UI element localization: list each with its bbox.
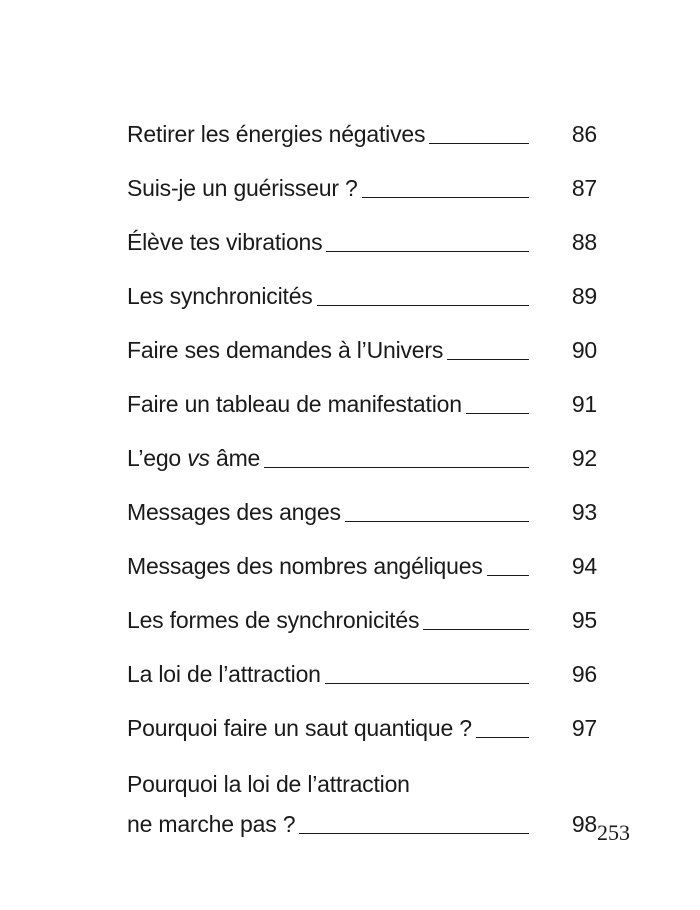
toc-entry bbox=[127, 311, 597, 365]
dot-leader bbox=[326, 251, 529, 252]
entry-title bbox=[127, 445, 260, 473]
dot-leader bbox=[362, 197, 529, 198]
page-number: 95 bbox=[571, 607, 597, 633]
entry-title: Retirer les énergies négatives bbox=[127, 121, 426, 147]
page-number: 92 bbox=[571, 445, 597, 471]
toc-entry bbox=[127, 527, 597, 581]
dot-leader bbox=[345, 521, 529, 522]
entry-title: Messages des nombres angéliques bbox=[127, 553, 483, 579]
page-number: 91 bbox=[571, 391, 597, 417]
entry-title-italic: vs bbox=[187, 445, 210, 471]
page-number: 86 bbox=[571, 121, 597, 147]
entry-title-part: âme bbox=[209, 445, 261, 471]
page-number: 96 bbox=[571, 661, 597, 687]
dot-leader bbox=[264, 467, 529, 468]
entry-line bbox=[127, 743, 597, 799]
page-number: 98 bbox=[571, 811, 597, 837]
entry-title: Faire ses demandes à l’Univers bbox=[127, 337, 444, 363]
dot-leader bbox=[476, 737, 529, 738]
page-number: 93 bbox=[571, 499, 597, 525]
toc-entry bbox=[127, 635, 597, 689]
page-number: 89 bbox=[571, 283, 597, 309]
toc-entry bbox=[127, 581, 597, 635]
table-of-contents bbox=[127, 95, 597, 839]
entry-title: Suis-je un guérisseur ? bbox=[127, 175, 358, 201]
page-number: 90 bbox=[571, 337, 597, 363]
page-number: 87 bbox=[571, 175, 597, 201]
toc-entry bbox=[127, 743, 597, 839]
entry-title: Messages des anges bbox=[127, 499, 341, 525]
dot-leader bbox=[429, 143, 529, 144]
page-number: 88 bbox=[571, 229, 597, 255]
toc-entry bbox=[127, 203, 597, 257]
toc-entry bbox=[127, 149, 597, 203]
dot-leader bbox=[447, 359, 529, 360]
entry-title: Pourquoi faire un saut quantique ? bbox=[127, 715, 472, 741]
page-number: 94 bbox=[571, 553, 597, 579]
dot-leader bbox=[317, 305, 529, 306]
entry-line bbox=[127, 799, 597, 839]
toc-entry bbox=[127, 95, 597, 149]
entry-title: Les synchronicités bbox=[127, 283, 313, 309]
entry-title: Élève tes vibrations bbox=[127, 229, 323, 255]
page-number: 97 bbox=[571, 715, 597, 741]
dot-leader bbox=[466, 413, 529, 414]
toc-entry bbox=[127, 365, 597, 419]
entry-title: La loi de l’attraction bbox=[127, 661, 321, 687]
entry-title: Faire un tableau de manifestation bbox=[127, 391, 462, 417]
dot-leader bbox=[299, 833, 529, 834]
folio-page-number: 253 bbox=[597, 820, 630, 845]
dot-leader bbox=[325, 683, 529, 684]
dot-leader bbox=[423, 629, 529, 630]
toc-entry bbox=[127, 689, 597, 743]
entry-title-part: L’ego bbox=[127, 445, 188, 471]
toc-entry bbox=[127, 473, 597, 527]
entry-title: Les formes de synchronicités bbox=[127, 607, 420, 633]
toc-entry bbox=[127, 257, 597, 311]
entry-title-line2: ne marche pas ? bbox=[127, 811, 296, 837]
dot-leader bbox=[487, 575, 529, 576]
toc-entry bbox=[127, 419, 597, 473]
entry-title-line1: Pourquoi la loi de l’attraction bbox=[127, 771, 410, 797]
